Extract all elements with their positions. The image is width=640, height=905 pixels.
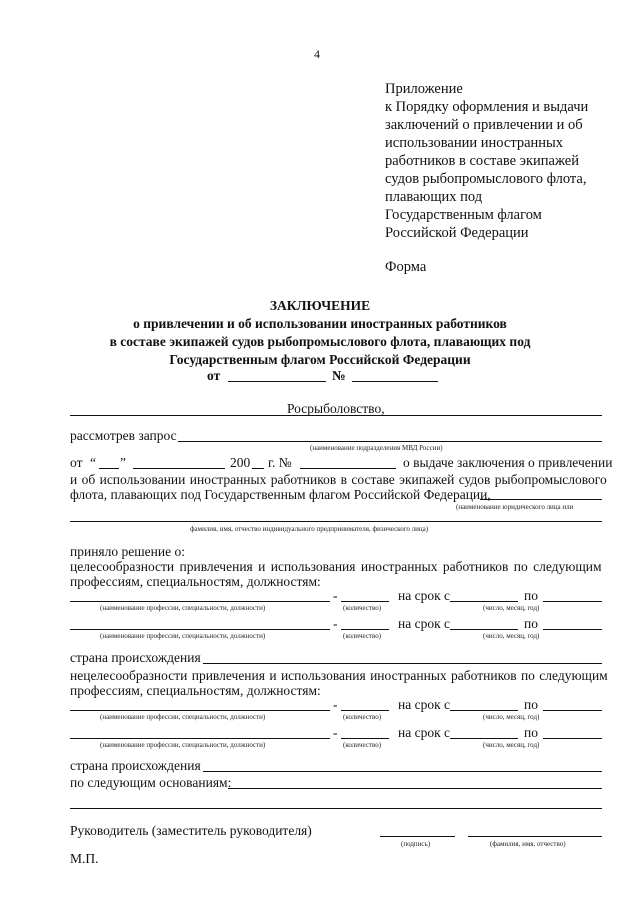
appendix-line: Государственным флагом: [385, 207, 542, 223]
reviewed-label: рассмотрев запрос: [70, 428, 177, 443]
title-line: в составе экипажей судов рыбопромыслового флота, плавающих под: [109, 334, 531, 349]
term-label: на срок с: [398, 616, 451, 631]
request-day-field[interactable]: [99, 468, 119, 469]
quantity-field[interactable]: [341, 710, 389, 711]
request-number-field[interactable]: [300, 468, 396, 469]
signature-field[interactable]: [380, 836, 455, 837]
country-label: страна происхождения: [70, 650, 201, 665]
start-date-field[interactable]: [450, 629, 518, 630]
request-year-field[interactable]: [252, 468, 264, 469]
profession-caption: (наименование профессии, специальности, должности): [100, 604, 266, 612]
title-from-label: от: [207, 368, 221, 383]
quote-close: ”: [120, 455, 126, 470]
quantity-caption: (количество): [343, 632, 382, 640]
term-label: на срок с: [398, 725, 451, 740]
date-field[interactable]: [228, 381, 326, 382]
issue-text: о выдаче заключения о привлечении: [403, 455, 613, 470]
document-title: ЗАКЛЮЧЕНИЕ: [269, 298, 371, 313]
appendix-block: [385, 80, 588, 242]
title-line: о привлечении и об использовании иностранных работников: [133, 316, 507, 331]
quantity-field[interactable]: [341, 601, 389, 602]
decision-label: приняло решение о:: [70, 544, 185, 559]
entity-caption: (наименование юридического лица или: [456, 503, 574, 511]
page-number: 4: [314, 47, 320, 61]
entity-field[interactable]: [480, 499, 602, 500]
start-date-field[interactable]: [450, 738, 518, 739]
appendix-line: плавающих под: [385, 189, 483, 205]
profession-caption: (наименование профессии, специальности, должности): [100, 713, 266, 721]
row-dash: -: [333, 616, 338, 631]
inadvisability-text: нецелесообразности привлечения и использования иностранных работников по следующим: [70, 668, 608, 683]
year-label: 200: [230, 455, 251, 470]
quote-open: “: [90, 455, 96, 470]
appendix-line: работников в составе экипажей: [385, 153, 579, 169]
date-caption: (число, месяц, год): [483, 741, 540, 749]
appendix-line: использовании иностранных: [385, 135, 564, 151]
appendix-line: к Порядку оформления и выдачи: [385, 99, 589, 115]
profession-caption: (наименование профессии, специальности, должности): [100, 632, 266, 640]
quantity-caption: (количество): [343, 741, 382, 749]
profession-field[interactable]: [70, 738, 330, 739]
appendix-line: Российской Федерации: [385, 225, 529, 241]
signature-caption: (подпись): [401, 840, 431, 848]
issuer-name: Росрыболовство,: [287, 401, 385, 416]
appendix-line: Приложение: [385, 81, 463, 97]
start-date-field[interactable]: [450, 710, 518, 711]
date-caption: (число, месяц, год): [483, 713, 540, 721]
year-suffix: г. №: [268, 455, 292, 470]
term-label: на срок с: [398, 588, 451, 603]
row-dash: -: [333, 725, 338, 740]
profession-field[interactable]: [70, 629, 330, 630]
quantity-field[interactable]: [341, 738, 389, 739]
grounds-label: по следующим основаниям:: [70, 775, 232, 790]
row-dash: -: [333, 588, 338, 603]
quantity-field[interactable]: [341, 629, 389, 630]
quantity-caption: (количество): [343, 713, 382, 721]
form-label: Форма: [385, 259, 427, 275]
seal-label: М.П.: [70, 851, 99, 866]
request-line: флота, плавающих под Государственным флагом Российской Федерации,: [70, 487, 491, 502]
person-caption: фамилия, имя, отчество индивидуального предпринимателя, физического лица): [190, 525, 429, 533]
end-date-field[interactable]: [543, 710, 602, 711]
to-label: по: [524, 725, 538, 740]
title-line: Государственным флагом Российской Федерации: [169, 352, 471, 367]
advisability-text: целесообразности привлечения и использования иностранных работников по следующим: [70, 559, 602, 574]
request-line: и об использовании иностранных работников в составе экипажей судов рыбопромыслового: [70, 472, 607, 487]
end-date-field[interactable]: [543, 629, 602, 630]
title-number-label: №: [332, 368, 346, 383]
to-label: по: [524, 588, 538, 603]
end-date-field[interactable]: [543, 738, 602, 739]
appendix-line: заключений о привлечении и об: [385, 117, 583, 133]
grounds-field[interactable]: [228, 788, 602, 789]
country-field[interactable]: [203, 663, 602, 664]
name-caption: (фамилия, имя, отчество): [490, 840, 566, 848]
row-dash: -: [333, 697, 338, 712]
profession-caption: (наименование профессии, специальности, должности): [100, 741, 266, 749]
request-month-field[interactable]: [133, 468, 225, 469]
professions-text: профессиям, специальностям, должностям:: [70, 574, 321, 589]
profession-field[interactable]: [70, 601, 330, 602]
date-caption: (число, месяц, год): [483, 632, 540, 640]
to-label: по: [524, 616, 538, 631]
country-label: страна происхождения: [70, 758, 201, 773]
department-caption: (наименование подразделения МВД России): [310, 444, 443, 452]
date-caption: (число, месяц, год): [483, 604, 540, 612]
number-field[interactable]: [352, 381, 438, 382]
head-name-field[interactable]: [468, 836, 602, 837]
profession-field[interactable]: [70, 710, 330, 711]
person-field[interactable]: [70, 521, 602, 522]
request-from-label: от: [70, 455, 83, 470]
end-date-field[interactable]: [543, 601, 602, 602]
head-label: Руководитель (заместитель руководителя): [70, 823, 312, 838]
to-label: по: [524, 697, 538, 712]
country-field[interactable]: [203, 771, 602, 772]
department-field[interactable]: [178, 441, 602, 442]
appendix-line: судов рыбопромыслового флота,: [385, 171, 587, 187]
start-date-field[interactable]: [450, 601, 518, 602]
quantity-caption: (количество): [343, 604, 382, 612]
professions-text: профессиям, специальностям, должностям:: [70, 683, 321, 698]
grounds-field[interactable]: [70, 808, 602, 809]
term-label: на срок с: [398, 697, 451, 712]
issuer-underline: [70, 415, 602, 416]
